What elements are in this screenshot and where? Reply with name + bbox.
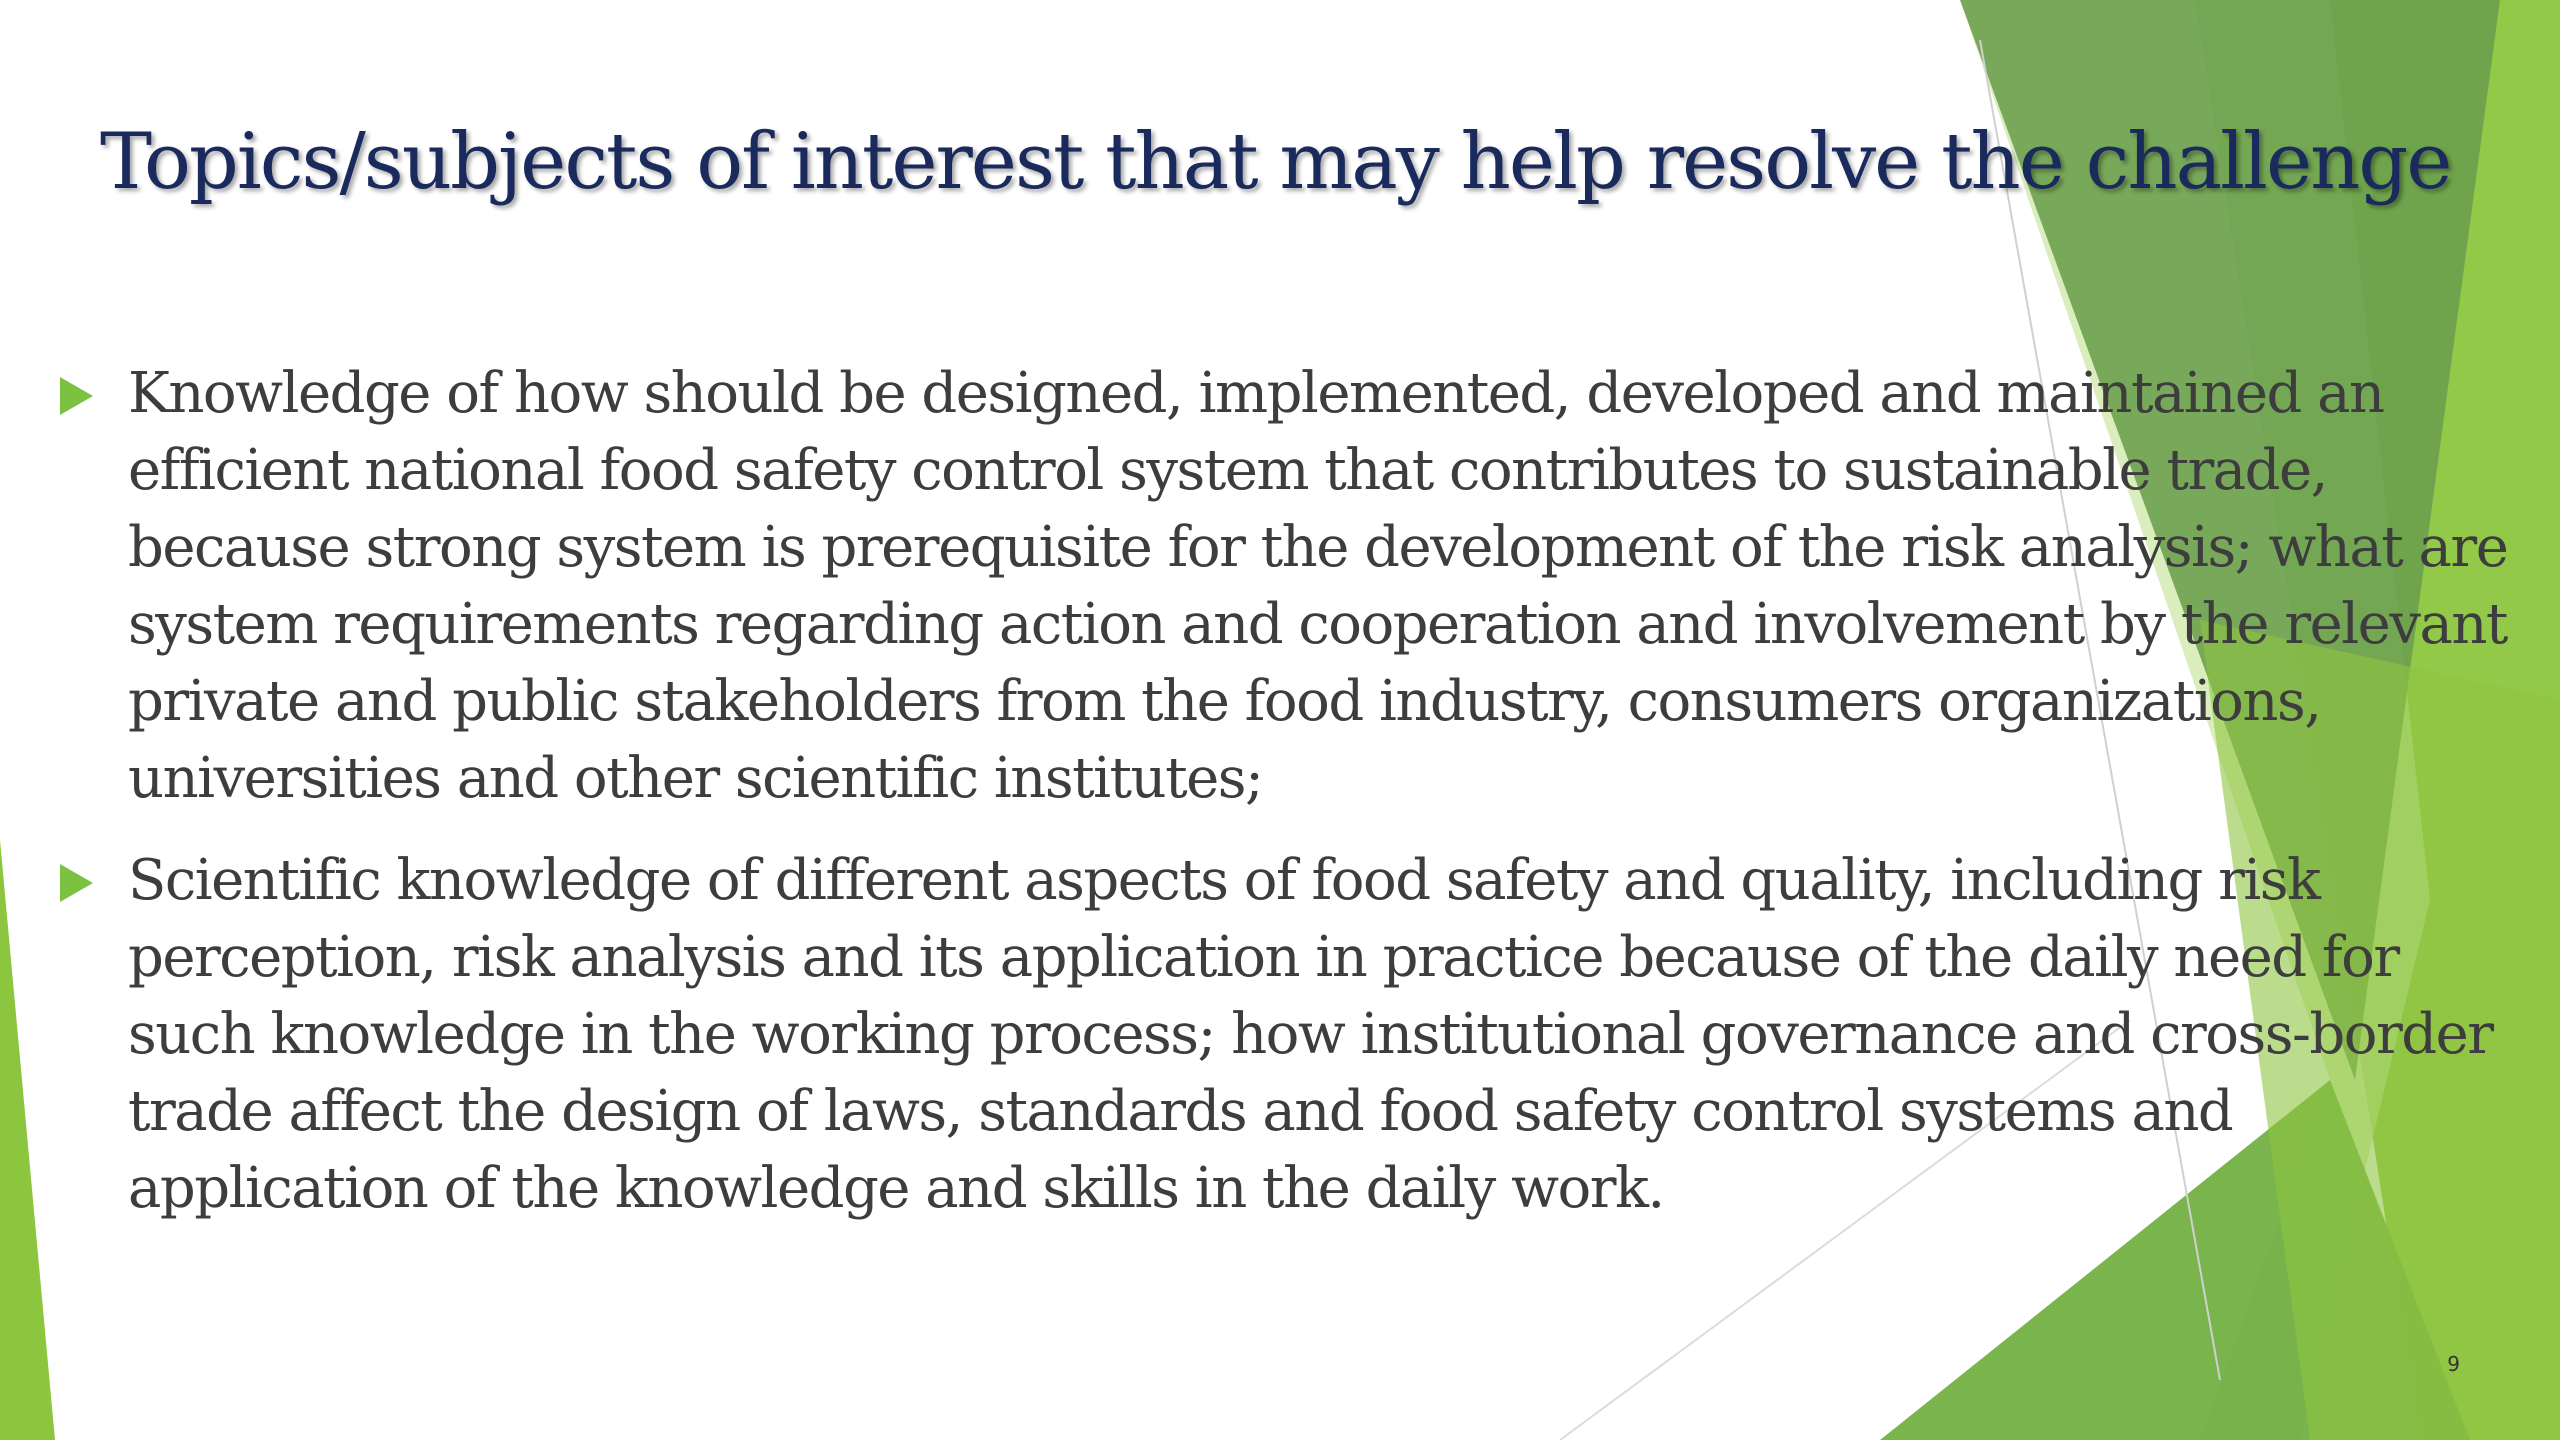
bullet-item — [55, 842, 2525, 1227]
left-green-sliver — [0, 840, 55, 1440]
bullet-text: Knowledge of how should be designed, implemented, developed and maintained an efficient national food safety control system that contributes to sustainable trade, because strong system is prerequisite for the development of the risk analysis; what are system requirements regarding action and cooperation and involvement by the relevant private and public stakeholders from the food industry, consumers organizations, universities and other scientific institutes; — [128, 361, 2508, 811]
bullet-list — [55, 355, 2525, 1252]
page-number: 9 — [2447, 1352, 2460, 1376]
triangle-bullet-icon — [60, 864, 93, 902]
triangle-bullet-icon — [60, 377, 93, 415]
bullet-item — [55, 355, 2525, 817]
bullet-text: Scientific knowledge of different aspects of food safety and quality, including risk perception, risk analysis and its application in practice because of the daily need for such knowledge in the working process; how institutional governance and cross-border trade affect the design of laws, standards and food safety control systems and application of the knowledge and skills in the daily work. — [128, 848, 2493, 1221]
slide-title: Topics/subjects of interest that may help resolve the challenge — [100, 117, 2451, 207]
